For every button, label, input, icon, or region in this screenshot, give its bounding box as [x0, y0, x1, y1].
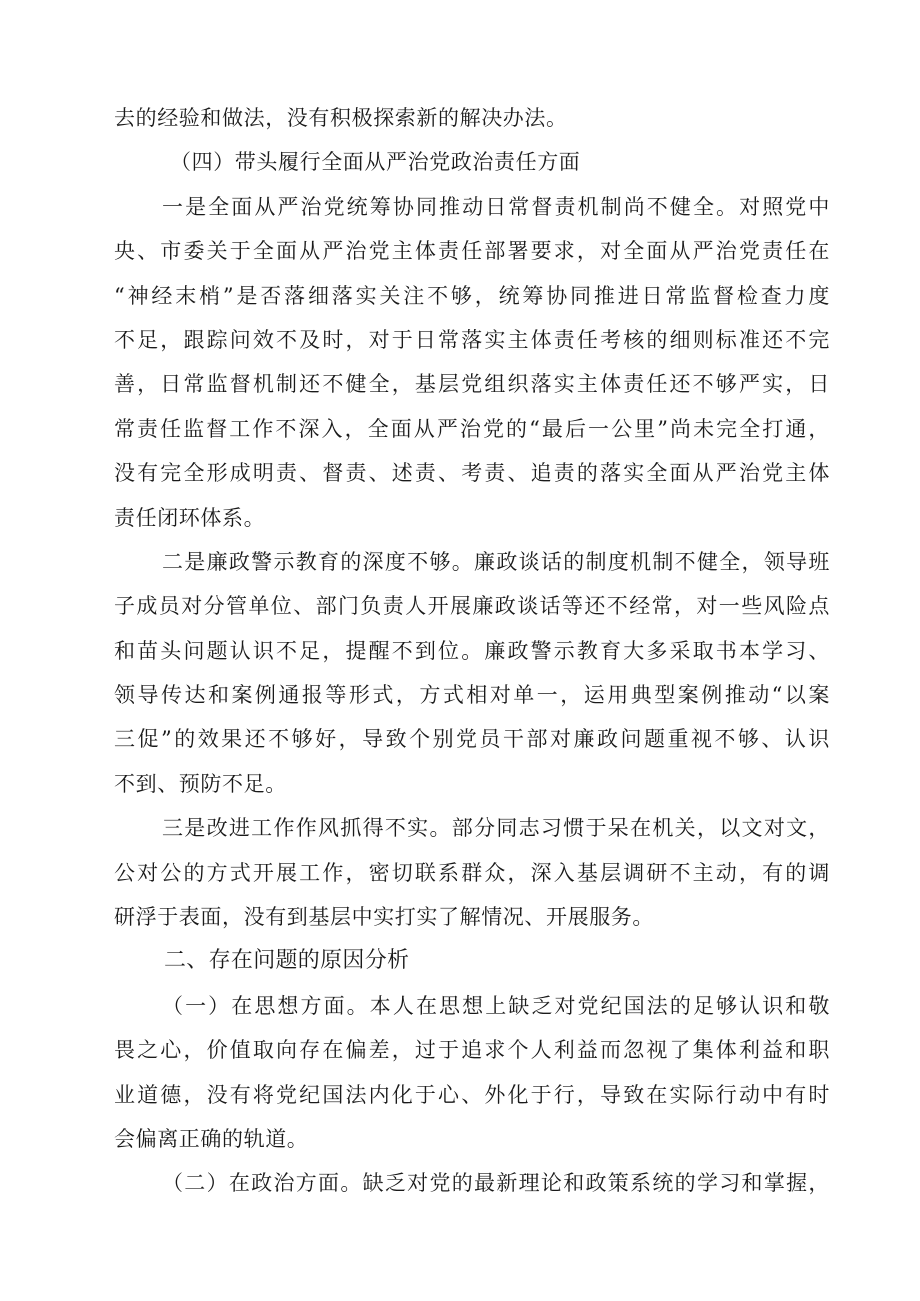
- paragraph-line: 畏之心，价值取向存在偏差，过于追求个人利益而忽视了集体利益和职: [114, 1038, 830, 1063]
- paragraph-line: 公对公的方式开展工作，密切联系群众，深入基层调研不主动，有的调: [114, 860, 830, 885]
- paragraph-line: 常责任监督工作不深入，全面从严治党的“最后一公里”尚未完全打通，: [114, 416, 830, 441]
- paragraph-line: （一）在思想方面。本人在思想上缺乏对党纪国法的足够认识和敬: [162, 993, 830, 1018]
- paragraph-line: 善，日常监督机制还不健全，基层党组织落实主体责任还不够严实，日: [114, 372, 830, 397]
- paragraph-line: 业道德，没有将党纪国法内化于心、外化于行，导致在实际行动中有时: [114, 1082, 830, 1107]
- paragraph-line: 责任闭环体系。: [114, 505, 266, 530]
- paragraph-line: 没有完全形成明责、督责、述责、考责、追责的落实全面从严治党主体: [114, 461, 830, 486]
- paragraph-line: 二是廉政警示教育的深度不够。廉政谈话的制度机制不健全，领导班: [162, 549, 830, 574]
- section-heading: 二、存在问题的原因分析: [164, 948, 410, 974]
- paragraph-line: 三是改进工作作风抓得不实。部分同志习惯于呆在机关，以文对文，: [162, 816, 830, 841]
- paragraph-line: 研浮于表面，没有到基层中实打实了解情况、开展服务。: [114, 905, 654, 930]
- paragraph-line: 一是全面从严治党统筹协同推动日常督责机制尚不健全。对照党中: [162, 194, 830, 219]
- paragraph-line: “神经末梢”是否落细落实关注不够，统筹协同推进日常监督检查力度: [114, 283, 830, 308]
- paragraph-line: 会偏离正确的轨道。: [114, 1126, 309, 1151]
- document-body: [114, 96, 830, 1206]
- paragraph-line: 子成员对分管单位、部门负责人开展廉政谈话等还不经常，对一些风险点: [114, 594, 830, 619]
- paragraph-line: （二）在政治方面。缺乏对党的最新理论和政策系统的学习和掌握，: [162, 1171, 830, 1196]
- paragraph-line: 三促”的效果还不够好，导致个别党员干部对廉政问题重视不够、认识: [114, 727, 830, 752]
- paragraph-line: 不足，跟踪问效不及时，对于日常落实主体责任考核的细则标准还不完: [114, 327, 830, 352]
- paragraph-line: 央、市委关于全面从严治党主体责任部署要求，对全面从严治党责任在: [114, 239, 830, 264]
- paragraph-line: 领导传达和案例通报等形式，方式相对单一，运用典型案例推动“以案: [114, 683, 830, 708]
- paragraph-line: 不到、预防不足。: [114, 771, 287, 796]
- paragraph-line: 去的经验和做法，没有积极探索新的解决办法。: [114, 106, 568, 130]
- paragraph-line: 和苗头问题认识不足，提醒不到位。廉政警示教育大多采取书本学习、: [114, 638, 830, 663]
- section-subheading: （四）带头履行全面从严治党政治责任方面: [170, 150, 581, 175]
